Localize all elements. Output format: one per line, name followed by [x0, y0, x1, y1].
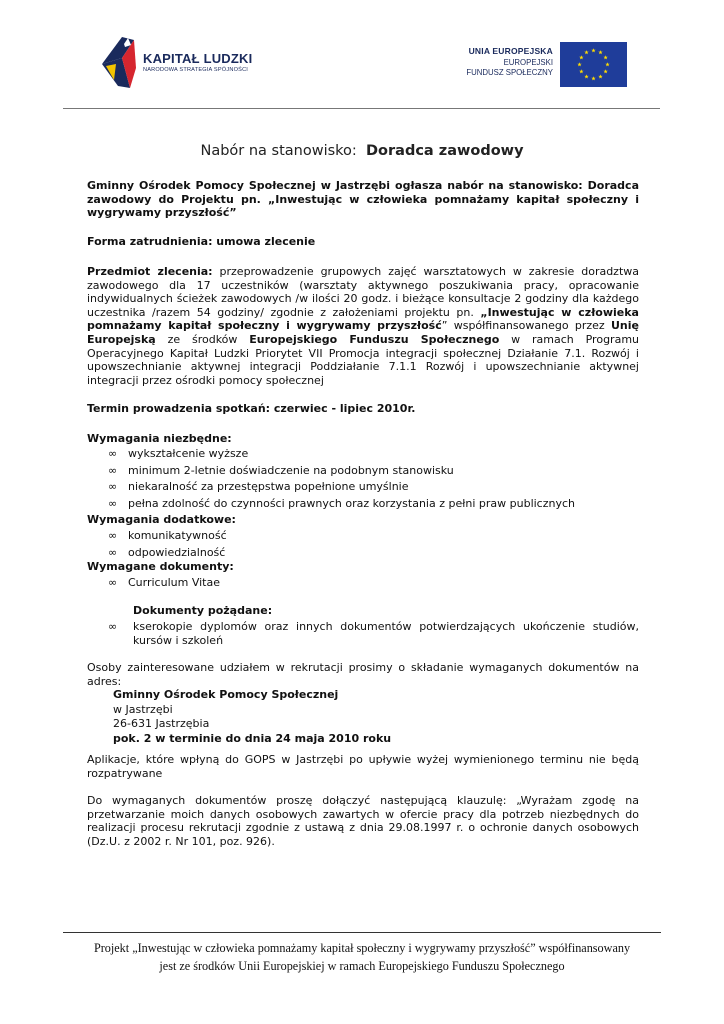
address-line2: 26-631 Jastrzębia [113, 717, 210, 730]
documents-heading: Wymagane dokumenty: [87, 560, 234, 573]
infinity-bullet-icon: ∞ [108, 620, 118, 633]
infinity-bullet-icon: ∞ [108, 447, 118, 460]
address-deadline: pok. 2 w terminie do dnia 24 maja 2010 roku [113, 731, 392, 745]
footer-line1: Projekt „Inwestując w człowieka pomnażamy kapitał społeczny i wygrywamy przyszłość” współfinansowany [93, 941, 631, 955]
subject-text-4: w ramach Programu Operacyjnego Kapitał Ludzki Priorytet VII Promocja integracji społecznej Działanie 7.1. Rozwój i upowszechnianie aktywnej integracji Poddziałanie 7.1.1 Rozwój i upowszechnianie aktywnej integracji przez ośrodki pomocy społecznej [87, 332, 640, 387]
title-position: Doradca zawodowy [366, 143, 524, 159]
eu-line1: UNIA EUROPEJSKA [468, 46, 553, 56]
additional-list [108, 528, 227, 561]
subject-text-3: ze środków [155, 332, 250, 346]
header-divider [63, 108, 660, 109]
address-block [113, 688, 391, 746]
list-item: ∞ wykształcenie wyższe [108, 446, 575, 463]
infinity-bullet-icon: ∞ [108, 480, 118, 493]
employment-form: Forma zatrudnienia: umowa zlecenie [87, 235, 316, 248]
intro-paragraph: Gminny Ośrodek Pomocy Społecznej w Jastrzębi ogłasza nabór na stanowisko: Doradca zawodowy do Projektu pn. „Inwestując w człowieka pomnażamy kapitał społeczny i wygrywamy przyszłość” [87, 179, 639, 220]
infinity-bullet-icon: ∞ [108, 545, 118, 559]
consent-clause: Do wymaganych dokumentów proszę dołączyć następującą klauzulę: „Wyrażam zgodę na przetwarzanie moich danych osobowych zawartych w ofercie pracy dla potrzeb niezbędnych do realizacji procesu rekrutacji zgodnie z ustawą z dnia 29.08.1997 r. o ochronie danych osobowych (Dz.U. z 2002 r. Nr 101, poz. 926). [87, 794, 639, 848]
infinity-bullet-icon: ∞ [108, 576, 118, 589]
additional-heading: Wymagania dodatkowe: [87, 513, 236, 526]
eu-logo-text [466, 46, 553, 77]
eu-line3: FUNDUSZ SPOŁECZNY [466, 68, 553, 77]
address-org: Gminny Ośrodek Pomocy Społecznej [113, 688, 339, 701]
list-item: ∞ minimum 2-letnie doświadczenie na podobnym stanowisku [108, 463, 575, 480]
logo-kapital-ludzki-subtitle: NARODOWA STRATEGIA SPÓJNOŚCI [143, 67, 249, 73]
subject-text-2: ” współfinansowanego przez [441, 319, 611, 333]
desired-heading: Dokumenty pożądane: [133, 604, 273, 617]
subject-text-1: przeprowadzenie grupowych zajęć warsztatowych w zakresie doradztwa zawodowego dla 17 uczestników (warsztaty aktywnego poszukiwania pracy, opracowanie indywidualnych ścieżek zawodowych /w ilości 20 godz. i bieżące konsultacje 2 godziny dla każdego uczestnika /razem 54 godziny/ zgodnie z założeniami projektu pn. [87, 265, 640, 319]
address-line1: w Jastrzębi [113, 702, 173, 716]
list-item: ∞ komunikatywność [108, 528, 227, 545]
eu-flag-icon [560, 42, 627, 87]
list-item: ∞ pełna zdolność do czynności prawnych oraz korzystania z pełni praw publicznych [108, 496, 575, 513]
desired-item: ∞ kserokopie dyplomów oraz innych dokumentów potwierdzających ukończenie studiów, kursów i szkoleń [108, 620, 639, 647]
required-list [108, 446, 575, 512]
page-title [0, 143, 724, 159]
eu-line2: EUROPEJSKI [503, 58, 553, 67]
subject-paragraph [87, 265, 639, 387]
subject-eu: Unię Europejską [87, 319, 639, 346]
subject-label: Przedmiot zlecenia: [87, 265, 213, 278]
footer-line2: jest ze środków Unii Europejskiej w ramach Europejskiego Funduszu Społecznego [159, 959, 565, 973]
submission-text: Osoby zainteresowane udziałem w rekrutacji prosimy o składanie wymaganych dokumentów na adres: [87, 661, 639, 688]
logo-kapital-ludzki-title: KAPITAŁ LUDZKI [143, 51, 253, 66]
title-prefix: Nabór na stanowisko: [200, 143, 357, 159]
infinity-bullet-icon: ∞ [108, 496, 118, 510]
list-item: ∞ niekaralność za przestępstwa popełnione umyślnie [108, 479, 575, 496]
list-item: ∞ Curriculum Vitae [108, 575, 220, 592]
documents-list [108, 575, 220, 592]
subject-project: „Inwestując w człowieka pomnażamy kapitał społeczny i wygrywamy przyszłość [87, 305, 639, 333]
footer [60, 939, 664, 975]
infinity-bullet-icon: ∞ [108, 463, 118, 477]
list-item: ∞ odpowiedzialność [108, 545, 227, 562]
footer-divider [63, 932, 661, 933]
subject-fund: Europejskiego Funduszu Społecznego [249, 332, 500, 346]
infinity-bullet-icon: ∞ [108, 529, 118, 542]
term-line: Termin prowadzenia spotkań: czerwiec - lipiec 2010r. [87, 402, 416, 415]
required-heading: Wymagania niezbędne: [87, 432, 232, 445]
late-applications-note: Aplikacje, które wpłyną do GOPS w Jastrzębi po upływie wyżej wymienionego terminu nie będą rozpatrywane [87, 753, 639, 780]
